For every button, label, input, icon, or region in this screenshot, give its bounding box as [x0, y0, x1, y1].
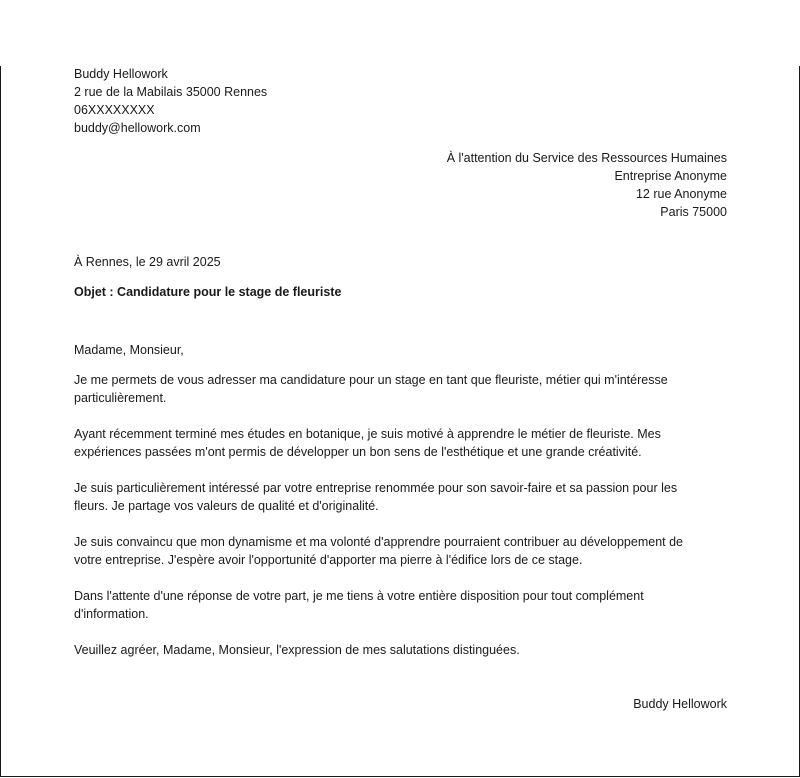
body-paragraph-2: Ayant récemment terminé mes études en botanique, je suis motivé à apprendre le métier de fleuriste. Mes expériences passées m'ont permis de développer un bon sens de l'esthétique et une grande créativité.	[74, 427, 661, 459]
body-paragraph-5: Dans l'attente d'une réponse de votre part, je me tiens à votre entière disposition pour tout complément d'information.	[74, 589, 644, 621]
body-paragraph-3: Je suis particulièrement intéressé par votre entreprise renommée pour son savoir-faire et sa passion pour les fleurs. Je partage vos valeurs de qualité et d'originalité.	[74, 481, 678, 513]
recipient-company: Entreprise Anonyme	[614, 169, 727, 183]
recipient-city: Paris 75000	[660, 205, 727, 219]
salutation: Madame, Monsieur,	[74, 343, 184, 357]
sender-address: 2 rue de la Mabilais 35000 Rennes	[74, 85, 268, 99]
recipient-street: 12 rue Anonyme	[635, 187, 727, 201]
subject-line: Objet : Candidature pour le stage de fleuriste	[74, 285, 342, 299]
sender-email: buddy@hellowork.com	[74, 121, 201, 135]
body-paragraph-4: Je suis convaincu que mon dynamisme et ma volonté d'apprendre pourraient contribuer au développement de votre entreprise. J'espère avoir l'opportunité d'apporter ma pierre à l'édifice lors de ce stage.	[74, 535, 684, 567]
closing-formula: Veuillez agréer, Madame, Monsieur, l'expression de mes salutations distinguées.	[74, 643, 520, 657]
date-line: À Rennes, le 29 avril 2025	[74, 255, 221, 269]
body-paragraph-1: Je me permets de vous adresser ma candidature pour un stage en tant que fleuriste, métier qui m'intéresse particulièrement.	[74, 373, 668, 405]
recipient-attention: À l'attention du Service des Ressources Humaines	[446, 151, 727, 165]
top-band	[0, 0, 800, 66]
sender-phone: 06XXXXXXXX	[74, 103, 155, 117]
sender-name: Buddy Hellowork	[74, 67, 168, 81]
signature: Buddy Hellowork	[633, 697, 727, 711]
letter-page	[0, 66, 800, 777]
